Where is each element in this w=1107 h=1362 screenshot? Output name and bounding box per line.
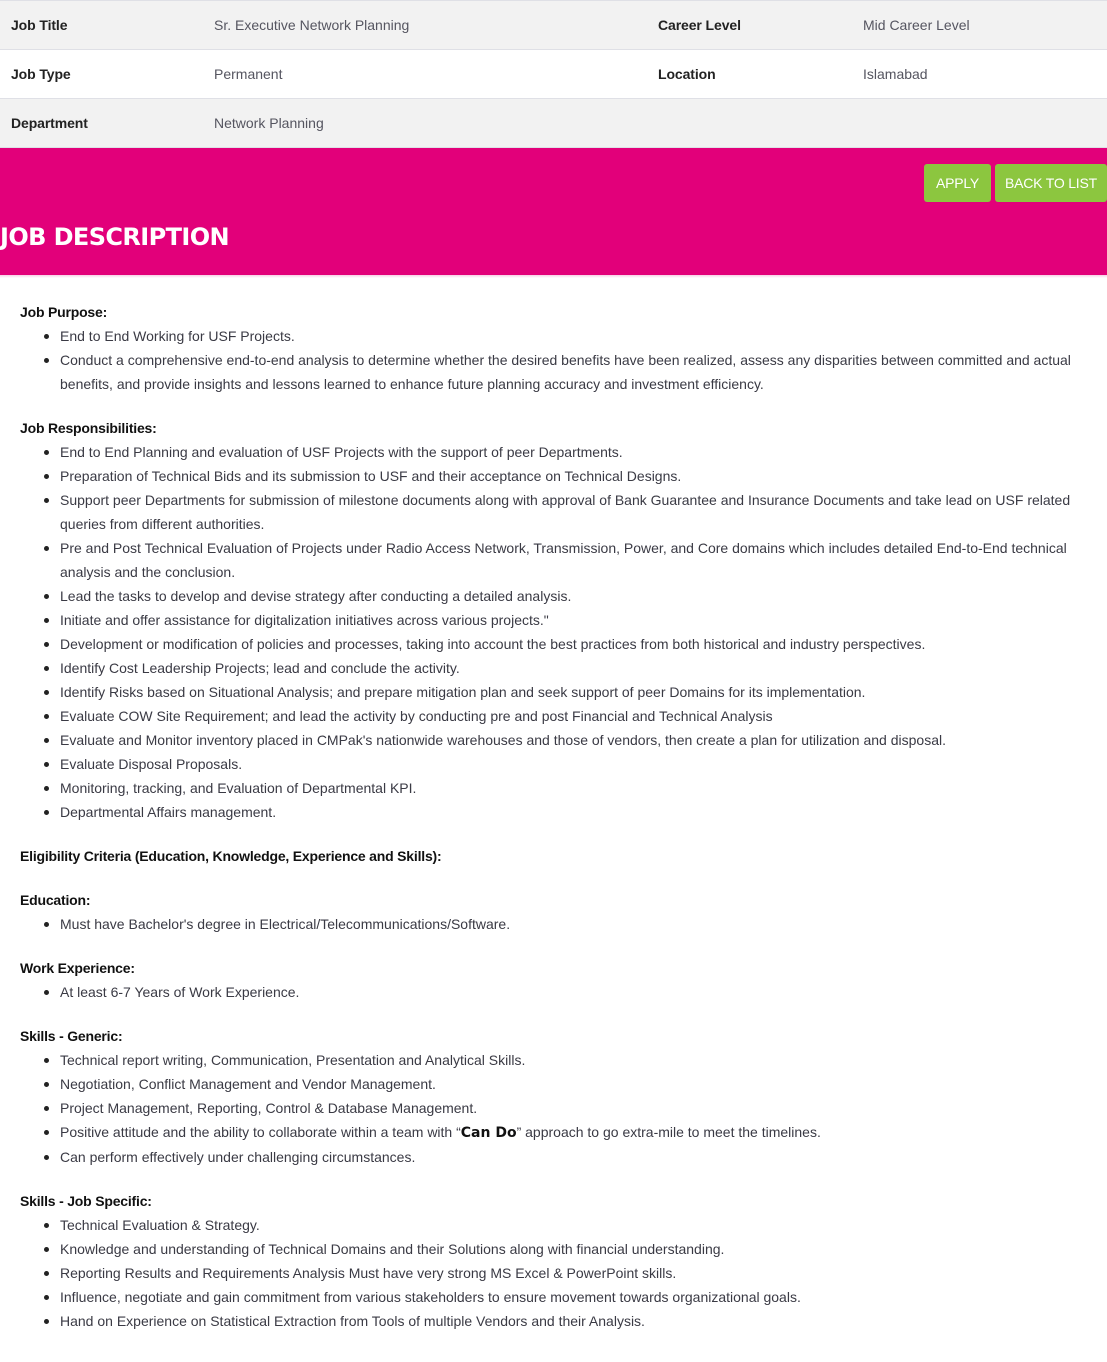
list-item-can-do — [40, 1120, 1107, 1145]
job-type-label: Job Type — [11, 66, 71, 82]
job-title-value: Sr. Executive Network Planning — [214, 17, 410, 33]
work-experience-list — [40, 980, 1107, 1004]
can-do-suffix: ” approach to go extra-mile to meet the timelines. — [516, 1124, 821, 1140]
section-eligibility — [20, 844, 1107, 868]
meta-row-title — [0, 1, 1107, 50]
can-do-emphasis: Can Do — [460, 1125, 517, 1141]
meta-row-department — [0, 99, 1107, 148]
department-value: Network Planning — [214, 115, 324, 131]
apply-button[interactable]: APPLY — [924, 164, 991, 202]
department-label: Department — [11, 115, 88, 131]
list-item: Conduct a comprehensive end-to-end analysis to determine whether the desired benefits have been realized, assess any disparities between committed and actual benefits, and provide insights and lessons learned to enhance future planning accuracy and investment efficiency. — [40, 348, 1107, 396]
list-item: Technical report writing, Communication, Presentation and Analytical Skills. — [40, 1048, 1107, 1072]
section-education — [20, 888, 1107, 936]
list-item: Evaluate and Monitor inventory placed in CMPak's nationwide warehouses and those of vendors, then create a plan for utilization and disposal. — [40, 728, 1107, 752]
location-label: Location — [658, 66, 716, 82]
education-list — [40, 912, 1107, 936]
list-item: Support peer Departments for submission of milestone documents along with approval of Bank Guarantee and Insurance Documents and take lead on USF related queries from different authorities. — [40, 488, 1107, 536]
list-item: Reporting Results and Requirements Analysis Must have very strong MS Excel & PowerPoint skills. — [40, 1261, 1107, 1285]
job-description-banner — [0, 148, 1107, 275]
location-value: Islamabad — [863, 66, 928, 82]
job-description-content — [0, 278, 1107, 1333]
section-skills-specific — [20, 1189, 1107, 1333]
skills-generic-heading: Skills - Generic: — [20, 1028, 123, 1044]
skills-generic-list — [40, 1048, 1107, 1169]
job-purpose-heading: Job Purpose: — [20, 304, 108, 320]
work-experience-heading: Work Experience: — [20, 960, 135, 976]
career-level-value: Mid Career Level — [863, 17, 970, 33]
list-item: Hand on Experience on Statistical Extraction from Tools of multiple Vendors and their Analysis. — [40, 1309, 1107, 1333]
list-item: Development or modification of policies and processes, taking into account the best practices from both historical and industry perspectives. — [40, 632, 1107, 656]
responsibilities-list — [40, 440, 1107, 824]
responsibilities-heading: Job Responsibilities: — [20, 420, 157, 436]
list-item: Preparation of Technical Bids and its submission to USF and their acceptance on Technical Designs. — [40, 464, 1107, 488]
job-purpose-list — [40, 324, 1107, 396]
list-item: Lead the tasks to develop and devise strategy after conducting a detailed analysis. — [40, 584, 1107, 608]
career-level-label: Career Level — [658, 17, 741, 33]
list-item: Technical Evaluation & Strategy. — [40, 1213, 1107, 1237]
page-title: JOB DESCRIPTION — [0, 223, 229, 251]
section-responsibilities — [20, 416, 1107, 824]
section-work-experience — [20, 956, 1107, 1004]
list-item: End to End Planning and evaluation of USF Projects with the support of peer Departments. — [40, 440, 1107, 464]
list-item: Departmental Affairs management. — [40, 800, 1107, 824]
list-item: Influence, negotiate and gain commitment from various stakeholders to ensure movement towards organizational goals. — [40, 1285, 1107, 1309]
list-item: Must have Bachelor's degree in Electrical/Telecommunications/Software. — [40, 912, 1107, 936]
list-item: Can perform effectively under challenging circumstances. — [40, 1145, 1107, 1169]
can-do-prefix: Positive attitude and the ability to collaborate within a team with “ — [60, 1124, 461, 1140]
list-item: Negotiation, Conflict Management and Vendor Management. — [40, 1072, 1107, 1096]
skills-specific-list — [40, 1213, 1107, 1333]
back-to-list-button[interactable]: BACK TO LIST — [995, 164, 1107, 202]
list-item: Evaluate COW Site Requirement; and lead the activity by conducting pre and post Financial and Technical Analysis — [40, 704, 1107, 728]
skills-specific-heading: Skills - Job Specific: — [20, 1193, 152, 1209]
list-item: End to End Working for USF Projects. — [40, 324, 1107, 348]
list-item: Identify Cost Leadership Projects; lead and conclude the activity. — [40, 656, 1107, 680]
section-job-purpose — [20, 300, 1107, 396]
meta-row-type — [0, 50, 1107, 99]
list-item: Project Management, Reporting, Control & Database Management. — [40, 1096, 1107, 1120]
list-item: At least 6-7 Years of Work Experience. — [40, 980, 1107, 1004]
list-item: Evaluate Disposal Proposals. — [40, 752, 1107, 776]
job-title-label: Job Title — [11, 17, 68, 33]
list-item: Pre and Post Technical Evaluation of Projects under Radio Access Network, Transmission, Power, and Core domains which includes detailed End-to-End technical analysis and the conclusion. — [40, 536, 1107, 584]
job-type-value: Permanent — [214, 66, 283, 82]
education-heading: Education: — [20, 892, 91, 908]
section-skills-generic — [20, 1024, 1107, 1169]
list-item: Identify Risks based on Situational Analysis; and prepare mitigation plan and seek support of peer Domains for its implementation. — [40, 680, 1107, 704]
list-item: Knowledge and understanding of Technical Domains and their Solutions along with financial understanding. — [40, 1237, 1107, 1261]
list-item: Initiate and offer assistance for digitalization initiatives across various projects." — [40, 608, 1107, 632]
eligibility-heading: Eligibility Criteria (Education, Knowledge, Experience and Skills): — [20, 848, 442, 864]
job-meta-table — [0, 0, 1107, 148]
list-item: Monitoring, tracking, and Evaluation of Departmental KPI. — [40, 776, 1107, 800]
